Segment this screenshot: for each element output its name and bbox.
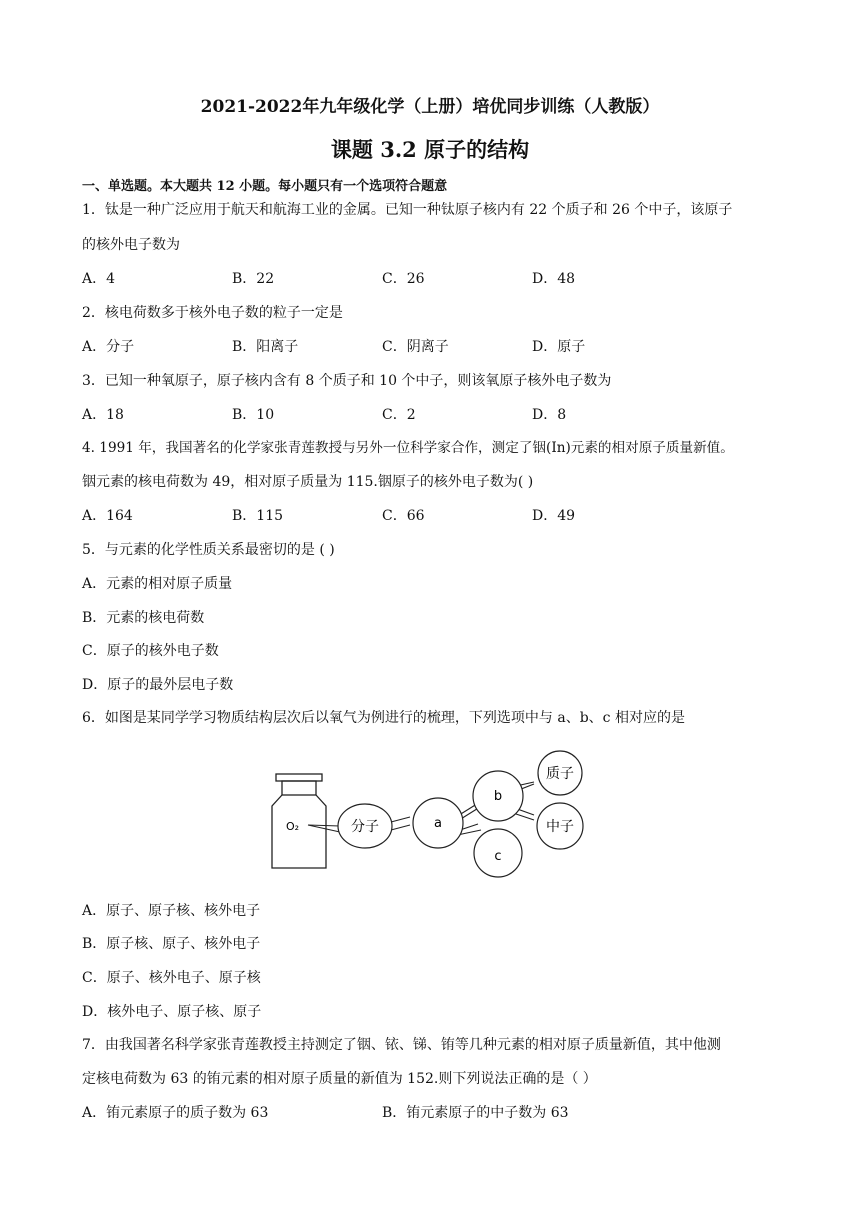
question-7-option-a: A．铕元素原子的质子数为 63 [82,1105,269,1121]
question-3-option-d: D．8 [532,407,567,423]
question-4-option-d: D．49 [532,508,576,524]
question-3-text: 3．已知一种氧原子，原子核内含有 8 个质子和 10 个中子，则该氧原子核外电子数为 [82,373,612,389]
question-5-text: 5．与元素的化学性质关系最密切的是 ( ) [82,542,335,558]
question-1-option-d: D．48 [532,271,576,287]
question-4-text-cont: 铟元素的核电荷数为 49，相对原子质量为 115.铟原子的核外电子数为( ) [82,474,534,490]
question-5-option-c: C．原子的核外电子数 [82,643,219,659]
question-6-option-a: A．原子、原子核、核外电子 [82,903,261,919]
question-1-text: 1．钛是一种广泛应用于航天和航海工业的金属。已知一种钛原子核内有 22 个质子和 26 个中子，该原子 [82,202,733,218]
question-1-option-c: C．26 [382,271,425,287]
molecule-label: 分子 [351,819,379,835]
neutron-label: 中子 [546,819,574,835]
proton-label: 质子 [546,766,574,782]
question-5-option-d: D．原子的最外层电子数 [82,677,234,693]
question-7-text: 7．由我国著名科学家张青莲教授主持测定了铟、铱、锑、铕等几种元素的相对原子质量新值，其中他测 [82,1037,721,1053]
question-2-option-b: B．阳离子 [232,339,299,355]
matter-structure-diagram [268,742,598,882]
question-4-text: 4. 1991 年，我国著名的化学家张青莲教授与另外一位科学家合作，测定了铟(In)元素的相对原子质量新值。 [82,440,734,456]
question-6-option-c: C．原子、核外电子、原子核 [82,970,261,986]
question-7-option-b: B．铕元素原子的中子数为 63 [382,1105,569,1121]
question-2-option-d: D．原子 [532,339,586,355]
question-2-text: 2．核电荷数多于核外电子数的粒子一定是 [82,305,343,321]
question-5-option-b: B．元素的核电荷数 [82,610,205,626]
question-1-option-b: B．22 [232,271,275,287]
section-heading: 一、单选题。本大题共 12 小题。每小题只有一个选项符合题意 [82,179,448,194]
question-4-option-b: B．115 [232,508,284,524]
a-label: a [434,816,442,831]
bottle-label: O₂ [286,820,300,833]
question-3-option-a: A．18 [82,407,124,423]
question-2-option-a: A．分子 [82,339,135,355]
question-6-text: 6．如图是某同学学习物质结构层次后以氧气为例进行的梳理，下列选项中与 a、b、c 相对应的是 [82,710,685,726]
question-6-option-b: B．原子核、原子、核外电子 [82,936,261,952]
question-3-option-b: B．10 [232,407,275,423]
question-5-option-a: A．元素的相对原子质量 [82,576,233,592]
question-7-text-cont: 定核电荷数为 63 的铕元素的相对原子质量的新值为 152.则下列说法正确的是（ ） [82,1071,597,1087]
question-1-text-cont: 的核外电子数为 [82,237,180,253]
b-label: b [493,789,503,804]
question-1-option-a: A．4 [82,271,116,287]
lesson-title: 课题 3.2 原子的结构 [330,137,530,162]
c-label: c [494,849,502,864]
question-6-option-d: D．核外电子、原子核、原子 [82,1004,262,1020]
question-3-option-c: C．2 [382,407,416,423]
question-4-option-a: A．164 [82,508,133,524]
question-4-option-c: C．66 [382,508,425,524]
question-2-option-c: C．阴离子 [382,339,449,355]
document-title: 2021-2022年九年级化学（上册）培优同步训练（人教版） [200,97,660,117]
